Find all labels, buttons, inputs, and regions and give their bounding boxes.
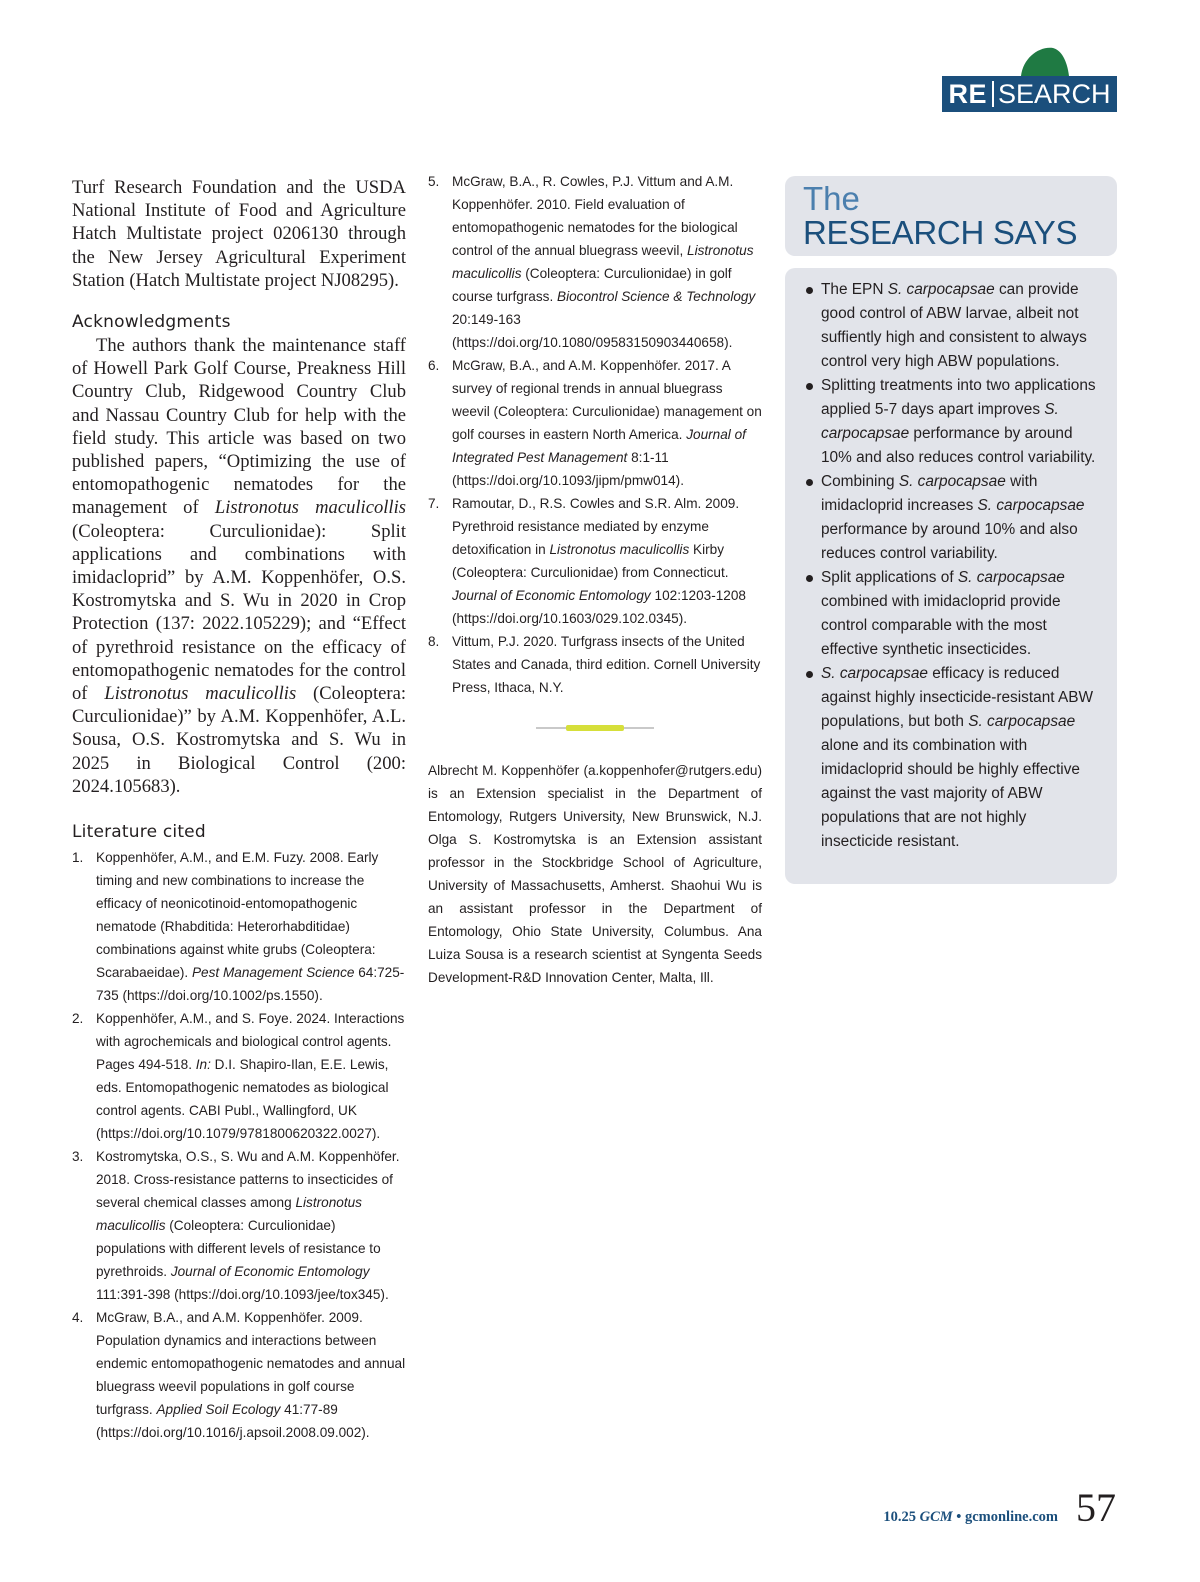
ref-text: Koppenhöfer, A.M., and E.M. Fuzy. 2008. Early timing and new combinations to increase the efficacy of neonicotinoid-entomopathogenic nematode (Rhabditida: Heterorhabditidae) combinations against white grubs (Coleoptera: Scarabaeidae).	[96, 850, 379, 981]
author-bio: Albrecht M. Koppenhöfer (a.koppenhofer@rutgers.edu) is an Extension specialist in the Department of Entomology, Rutgers University, New Brunswick, N.J. Olga S. Kostromytska is an Extension assistant professor in the Stockbridge School of Agriculture, University of Massachusetts, Amherst. Shaohui Wu is an assistant professor in the Department of Entomology, Ohio State University, Columbus. Ana Luiza Sousa is a research scientist at Syngenta Seeds Development-R&D Innovation Center, Malta, Ill.	[428, 763, 762, 985]
bullet-text: combined with imidacloprid provide control comparable with the most effective synthetic insecticides.	[821, 593, 1061, 658]
footer-magazine: GCM	[919, 1509, 953, 1525]
ack-text-1: The authors thank the maintenance staff of Howell Park Golf Course, Preakness Hill Country Club, Ridgewood Country Club and Nassau Country Club for help with the field study. This article was based on two published papers, “Optimizing the use of entomopathogenic nematodes for the management of	[72, 335, 406, 519]
ref-species: Listronotus maculicollis	[452, 243, 754, 281]
footer-credit	[883, 1509, 1058, 1526]
bullet-text: performance by around 10% and also reduces control variability.	[821, 425, 1096, 466]
ref-number: 6.	[428, 358, 440, 373]
ref-number: 5.	[428, 174, 440, 189]
ref-number: 4.	[72, 1310, 84, 1326]
bullet-species: S. carpocapsae	[957, 569, 1065, 586]
ref-number: 8.	[428, 634, 440, 649]
research-logo-box	[942, 76, 1117, 112]
ref-number: 3.	[72, 1149, 84, 1165]
research-says-sidebar	[785, 176, 1117, 884]
sidebar-bullet	[805, 470, 1097, 566]
sidebar-bullet	[805, 278, 1097, 374]
reference-item	[72, 1306, 406, 1444]
bullet-text: can provide good control of ABW larvae, albeit not suffiently high and consistent to always control very high ABW populations.	[821, 281, 1087, 370]
sidebar-title-research-says: RESEARCH SAYS	[803, 214, 1078, 251]
ref-text: 102:1203-1208 (https://doi.org/10.1603/029.102.0345).	[452, 588, 746, 626]
ref-species: Listronotus maculicollis	[96, 1195, 362, 1234]
ack-text-2: (Coleoptera: Curculionidae): Split applications and combinations with imidacloprid” by A.M. Koppenhöfer, O.S. Kostromytska and S. Wu in 2020 in Crop Protection (137: 2022.105229); and “Effect of pyrethroid resistance on the efficacy of entomopathogenic nematodes for the control of	[72, 520, 406, 705]
bullet-text: Combining	[821, 473, 899, 490]
logo-re: RE	[948, 78, 987, 109]
ref-journal: Applied Soil Ecology	[156, 1402, 281, 1418]
divider-line	[536, 727, 654, 729]
sidebar-bullet	[805, 374, 1097, 470]
ref-number: 2.	[72, 1011, 84, 1027]
ack-species-1: Listronotus maculicollis	[214, 497, 406, 519]
ref-journal: Biocontrol Science & Technology	[557, 289, 756, 304]
ref-journal: Pest Management Science	[191, 965, 355, 981]
bullet-species: S. carpocapsae	[887, 281, 995, 298]
funding-paragraph: Turf Research Foundation and the USDA National Institute of Food and Agriculture Hatch Multistate project 0206130 through the New Jersey Agricultural Experiment Station (Hatch Multistate project NJ08295).	[72, 177, 406, 291]
page-number: 57	[1076, 1485, 1116, 1530]
bullet-species: S. carpocapsae	[898, 473, 1006, 490]
references-list-left	[72, 846, 406, 1444]
reference-item	[72, 846, 406, 1007]
sidebar-title-box	[785, 176, 1117, 256]
ref-text: 8:1-11 (https://doi.org/10.1093/jipm/pmw014).	[452, 450, 684, 488]
acknowledgments-heading: Acknowledgments	[72, 312, 231, 333]
ref-text: 20:149-163 (https://doi.org/10.1080/09583150903440658).	[452, 312, 733, 350]
ack-species-2: Listronotus maculicollis	[104, 683, 297, 705]
reference-item	[72, 1145, 406, 1306]
bullet-species: S. carpocapsae	[821, 401, 1059, 442]
ref-number: 1.	[72, 850, 84, 866]
reference-item	[72, 1007, 406, 1145]
sidebar-body	[785, 268, 1117, 884]
ref-number: 7.	[428, 496, 440, 511]
ref-text: 41:77-89 (https://doi.org/10.1016/j.apsoil.2008.09.002).	[96, 1402, 370, 1441]
ref-text: McGraw, B.A., and A.M. Koppenhöfer. 2017. A survey of regional trends in annual bluegrass weevil (Coleoptera: Curculionidae) management on golf courses in eastern North America.	[452, 358, 762, 442]
ref-text: (Coleoptera: Curculionidae) populations with different levels of resistance to pyrethroids.	[96, 1218, 381, 1280]
sidebar-title-the: The	[803, 180, 860, 217]
ref-text: Ramoutar, D., R.S. Cowles and S.R. Alm. 2009. Pyrethroid resistance mediated by enzyme detoxification in	[452, 496, 740, 557]
ref-text: Kostromytska, O.S., S. Wu and A.M. Koppenhöfer. 2018. Cross-resistance patterns to insecticides of several chemical classes among	[96, 1149, 400, 1211]
bullet-text: with imidacloprid increases	[821, 473, 1038, 514]
bullet-text: alone and its combination with imidacloprid should be highly effective against the vast majority of ABW populations that are not highly insecticide resistant.	[821, 737, 1080, 850]
reference-item	[428, 354, 762, 492]
ref-journal: Journal of Economic Entomology	[170, 1264, 370, 1280]
sidebar-bullet	[805, 662, 1097, 854]
ref-text: Koppenhöfer, A.M., and S. Foye. 2024. Interactions with agrochemicals and biological control agents. Pages 494-518.	[96, 1011, 405, 1073]
logo-search: SEARCH	[997, 78, 1111, 109]
leaf-icon	[1021, 46, 1069, 76]
footer-separator: •	[952, 1509, 965, 1525]
page-footer	[883, 1485, 1116, 1530]
references-list-right	[428, 170, 762, 699]
bullet-species: S. carpocapsae	[977, 497, 1085, 514]
section-divider	[428, 727, 762, 729]
middle-column	[428, 170, 762, 989]
ref-text: Kirby (Coleoptera: Curculionidae) from Connecticut.	[452, 542, 729, 580]
bullet-text: efficacy is reduced against highly insecticide-resistant ABW populations, but both	[821, 665, 1094, 730]
reference-item	[428, 492, 762, 630]
footer-website: gcmonline.com	[964, 1509, 1058, 1525]
ref-text: 64:725-735 (https://doi.org/10.1002/ps.1550).	[96, 965, 405, 1004]
research-logo	[942, 46, 1117, 112]
bullet-text: Split applications of	[821, 569, 958, 586]
bullet-species: S. carpocapsae	[821, 665, 928, 682]
bullet-text: performance by around 10% and also reduces control variability.	[821, 521, 1078, 562]
ref-species: Listronotus maculicollis	[549, 542, 690, 557]
ack-text-3: (Coleoptera: Curculionidae)” by A.M. Koppenhöfer, A.L. Sousa, O.S. Kostromytska and S. Wu in 2025 in Biological Control (200: 2024.105683).	[72, 683, 406, 797]
bullet-text: The EPN	[821, 281, 888, 298]
ref-journal: Journal of Integrated Pest Management	[452, 427, 746, 465]
left-column	[72, 176, 406, 1444]
sidebar-bullet	[805, 566, 1097, 662]
acknowledgments-paragraph	[72, 334, 406, 798]
reference-item	[428, 170, 762, 354]
divider-accent	[566, 725, 624, 731]
reference-item	[428, 630, 762, 699]
ref-text: Vittum, P.J. 2020. Turfgrass insects of the United States and Canada, third edition. Cornell University Press, Ithaca, N.Y.	[452, 634, 761, 695]
bullet-species: S. carpocapsae	[968, 713, 1076, 730]
logo-separator	[992, 81, 994, 107]
literature-cited-heading: Literature cited	[72, 822, 206, 843]
ref-text: McGraw, B.A., R. Cowles, P.J. Vittum and A.M. Koppenhöfer. 2010. Field evaluation of entomopathogenic nematodes for the biological control of the annual bluegrass weevil,	[452, 174, 738, 258]
ref-text: (Coleoptera: Curculionidae) in golf course turfgrass.	[452, 266, 732, 304]
ref-text: 111:391-398 (https://doi.org/10.1093/jee/tox345).	[96, 1287, 389, 1303]
sidebar-bullet-list	[805, 278, 1097, 854]
ref-journal: In:	[195, 1057, 211, 1073]
footer-issue: 10.25	[883, 1509, 920, 1525]
ref-text: McGraw, B.A., and A.M. Koppenhöfer. 2009. Population dynamics and interactions between endemic entomopathogenic nematodes and annual bluegrass weevil populations in golf course turfgrass.	[96, 1310, 406, 1418]
ref-journal: Journal of Economic Entomology	[452, 588, 651, 603]
bullet-text: Splitting treatments into two applications applied 5-7 days apart improves	[821, 377, 1096, 418]
ref-text: D.I. Shapiro-Ilan, E.E. Lewis, eds. Entomopathogenic nematodes as biological control agents. CABI Publ., Wallingford, UK (https://doi.org/10.1079/9781800620322.0027).	[96, 1057, 389, 1142]
